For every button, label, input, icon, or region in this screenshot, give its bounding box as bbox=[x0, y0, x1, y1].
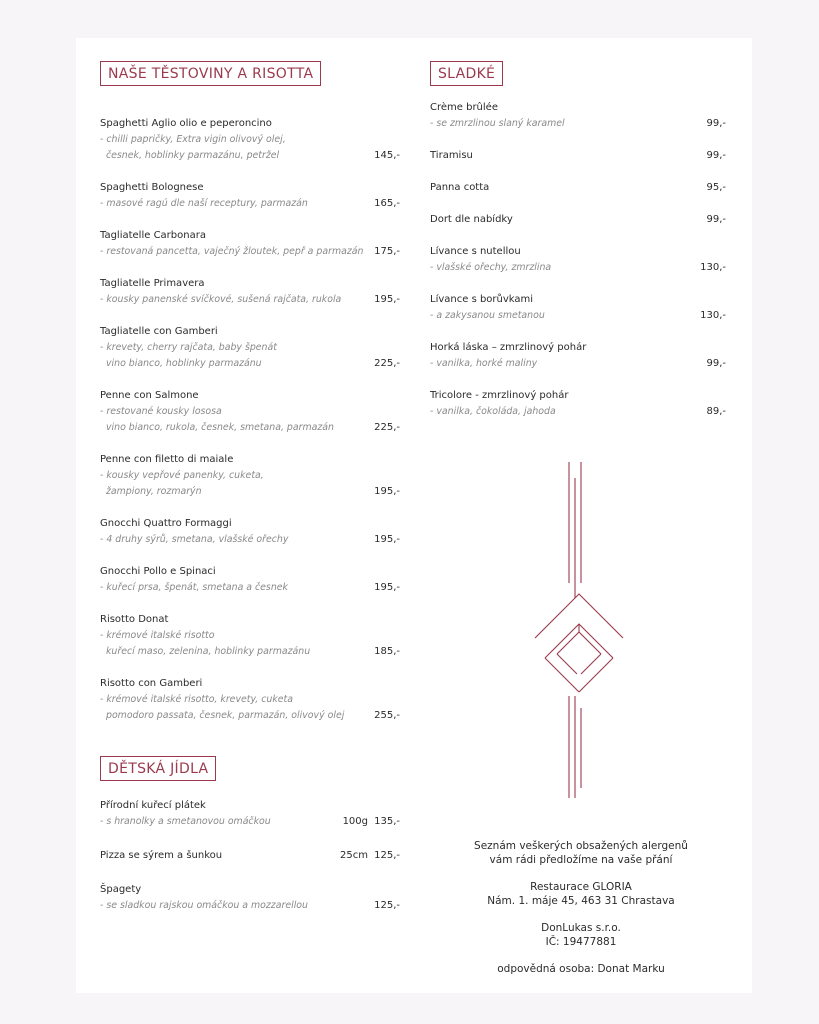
menu-item-description: - kousky panenské svíčkové, sušená rajčata, rukola bbox=[100, 294, 342, 305]
menu-item-price: 99,- bbox=[706, 214, 726, 225]
menu-item bbox=[100, 228, 400, 260]
section-title-kids: DĚTSKÁ JÍDLA bbox=[100, 756, 216, 781]
menu-item-description: - krémové italské risotto, krevety, cuketa bbox=[100, 694, 293, 705]
restaurant-info bbox=[436, 840, 726, 977]
restaurant-address: Nám. 1. máje 45, 463 31 Chrastava bbox=[487, 894, 675, 907]
menu-item-name: Přírodní kuřecí plátek bbox=[100, 800, 206, 811]
menu-item bbox=[100, 676, 400, 724]
menu-item-description: pomodoro passata, česnek, parmazán, olivový olej bbox=[106, 710, 345, 721]
menu-item-name: Tricolore - zmrzlinový pohár bbox=[430, 390, 569, 401]
menu-item bbox=[430, 292, 726, 324]
menu-item-price: 99,- bbox=[706, 150, 726, 161]
restaurant-name: Restaurace GLORIA bbox=[530, 881, 632, 893]
menu-item-price: 130,- bbox=[700, 310, 726, 321]
menu-item-price: 175,- bbox=[374, 246, 400, 257]
menu-item-name: Pizza se sýrem a šunkou bbox=[100, 850, 223, 861]
menu-item-price: 195,- bbox=[374, 534, 400, 545]
menu-item bbox=[430, 340, 726, 372]
menu-item-name: Gnocchi Pollo e Spinaci bbox=[100, 566, 216, 577]
menu-item-price: 99,- bbox=[706, 358, 726, 369]
company-ico: IČ: 19477881 bbox=[545, 935, 617, 948]
kids-list bbox=[100, 798, 400, 932]
menu-item-price: 195,- bbox=[374, 486, 400, 497]
menu-item-description: - vanilka, čokoláda, jahoda bbox=[430, 406, 556, 417]
menu-item bbox=[430, 212, 726, 228]
menu-item bbox=[430, 100, 726, 132]
menu-item bbox=[100, 612, 400, 660]
menu-item bbox=[100, 564, 400, 596]
menu-item-description: - kousky vepřové panenky, cuketa, bbox=[100, 470, 264, 481]
menu-item-description: - se sladkou rajskou omáčkou a mozzarellou bbox=[100, 900, 308, 911]
menu-item bbox=[100, 180, 400, 212]
menu-item-description: - krevety, cherry rajčata, baby špenát bbox=[100, 342, 277, 353]
menu-item-description: - kuřecí prsa, špenát, smetana a česnek bbox=[100, 582, 288, 593]
menu-item-name: Spaghetti Bolognese bbox=[100, 182, 204, 193]
menu-item-description: - vlašské ořechy, zmrzlina bbox=[430, 262, 552, 273]
menu-item bbox=[100, 798, 400, 830]
menu-item bbox=[100, 516, 400, 548]
menu-item-name: Spaghetti Aglio olio e peperoncino bbox=[100, 118, 272, 129]
menu-item-price: 89,- bbox=[706, 406, 726, 417]
menu-item bbox=[430, 244, 726, 276]
menu-item-description: - a zakysanou smetanou bbox=[430, 310, 545, 321]
menu-item-name: Horká láska – zmrzlinový pohár bbox=[430, 342, 587, 353]
menu-item-description: žampiony, rozmarýn bbox=[106, 486, 202, 497]
company-name: DonLukas s.r.o. bbox=[541, 922, 621, 934]
menu-item-price: 225,- bbox=[374, 358, 400, 369]
menu-item-name: Dort dle nabídky bbox=[430, 214, 513, 225]
menu-item-description: - masové ragú dle naší receptury, parmazán bbox=[100, 198, 308, 209]
menu-item-name: Lívance s borůvkami bbox=[430, 294, 534, 305]
menu-item-description: česnek, hoblinky parmazánu, petržel bbox=[106, 150, 280, 161]
menu-item-description: - vanilka, horké maliny bbox=[430, 358, 538, 369]
menu-item bbox=[430, 148, 726, 164]
sweets-list bbox=[430, 100, 726, 436]
section-title-pasta: NAŠE TĚSTOVINY A RISOTTA bbox=[100, 61, 321, 86]
menu-item-description: - se zmrzlinou slaný karamel bbox=[430, 118, 565, 129]
menu-item-description: - restované kousky lososa bbox=[100, 406, 222, 417]
menu-item-price: 145,- bbox=[374, 150, 400, 161]
menu-item-price: 95,- bbox=[706, 182, 726, 193]
allergens-line-2: vám rádi předložíme na vaše přání bbox=[489, 853, 673, 866]
menu-item-price: 99,- bbox=[706, 118, 726, 129]
menu-item-price: 255,- bbox=[374, 710, 400, 721]
menu-item-name: Penne con filetto di maiale bbox=[100, 454, 234, 465]
menu-item-name: Risotto Donat bbox=[100, 614, 169, 625]
menu-item-price: 135,- bbox=[374, 816, 400, 827]
menu-item bbox=[100, 276, 400, 308]
menu-item-price: 225,- bbox=[374, 422, 400, 433]
menu-item bbox=[100, 452, 400, 500]
menu-item bbox=[100, 388, 400, 436]
menu-item-price: 125,- bbox=[374, 850, 400, 861]
menu-item-name: Gnocchi Quattro Formaggi bbox=[100, 518, 232, 529]
menu-item-price: 130,- bbox=[700, 262, 726, 273]
menu-item-price: 195,- bbox=[374, 582, 400, 593]
menu-item-description: vino bianco, rukola, česnek, smetana, parmazán bbox=[106, 422, 334, 433]
menu-item-name: Tagliatelle Primavera bbox=[100, 278, 205, 289]
menu-item-name: Tagliatelle con Gamberi bbox=[100, 326, 218, 337]
responsible-person: odpovědná osoba: Donat Marku bbox=[497, 963, 665, 975]
menu-item-quantity: 25cm bbox=[340, 850, 368, 861]
menu-item-price: 165,- bbox=[374, 198, 400, 209]
menu-item-name: Tagliatelle Carbonara bbox=[100, 230, 206, 241]
menu-item-price: 185,- bbox=[374, 646, 400, 657]
menu-item-description: - chilli papričky, Extra vigin olivový olej, bbox=[100, 134, 286, 145]
menu-item-name: Lívance s nutellou bbox=[430, 246, 521, 257]
menu-item-name: Špagety bbox=[100, 884, 142, 895]
menu-item bbox=[100, 324, 400, 372]
menu-item-name: Crème brûlée bbox=[430, 102, 498, 113]
diamond-ornament-icon bbox=[521, 458, 641, 803]
menu-item bbox=[100, 116, 400, 164]
menu-item-description: kuřecí maso, zelenina, hoblinky parmazánu bbox=[106, 646, 311, 657]
menu-item-name: Risotto con Gamberi bbox=[100, 678, 203, 689]
menu-item-description: - krémové italské risotto bbox=[100, 630, 215, 641]
menu-item bbox=[100, 882, 400, 914]
menu-item-price: 125,- bbox=[374, 900, 400, 911]
pasta-list bbox=[100, 116, 400, 740]
menu-item-description: - 4 druhy sýrů, smetana, vlašské ořechy bbox=[100, 534, 289, 545]
menu-item-name: Tiramisu bbox=[430, 150, 473, 161]
menu-item-description: - restovaná pancetta, vaječný žloutek, pepř a parmazán bbox=[100, 246, 364, 257]
menu-item bbox=[100, 848, 400, 864]
section-title-sweets: SLADKÉ bbox=[430, 61, 503, 86]
menu-page bbox=[76, 38, 752, 993]
menu-item bbox=[430, 388, 726, 420]
menu-item bbox=[430, 180, 726, 196]
menu-item-description: vino bianco, hoblinky parmazánu bbox=[106, 358, 262, 369]
allergens-line-1: Seznám veškerých obsažených alergenů bbox=[474, 840, 688, 852]
menu-item-quantity: 100g bbox=[342, 816, 368, 827]
menu-item-name: Panna cotta bbox=[430, 182, 490, 193]
menu-item-description: - s hranolky a smetanovou omáčkou bbox=[100, 816, 271, 827]
menu-item-name: Penne con Salmone bbox=[100, 390, 199, 401]
menu-item-price: 195,- bbox=[374, 294, 400, 305]
